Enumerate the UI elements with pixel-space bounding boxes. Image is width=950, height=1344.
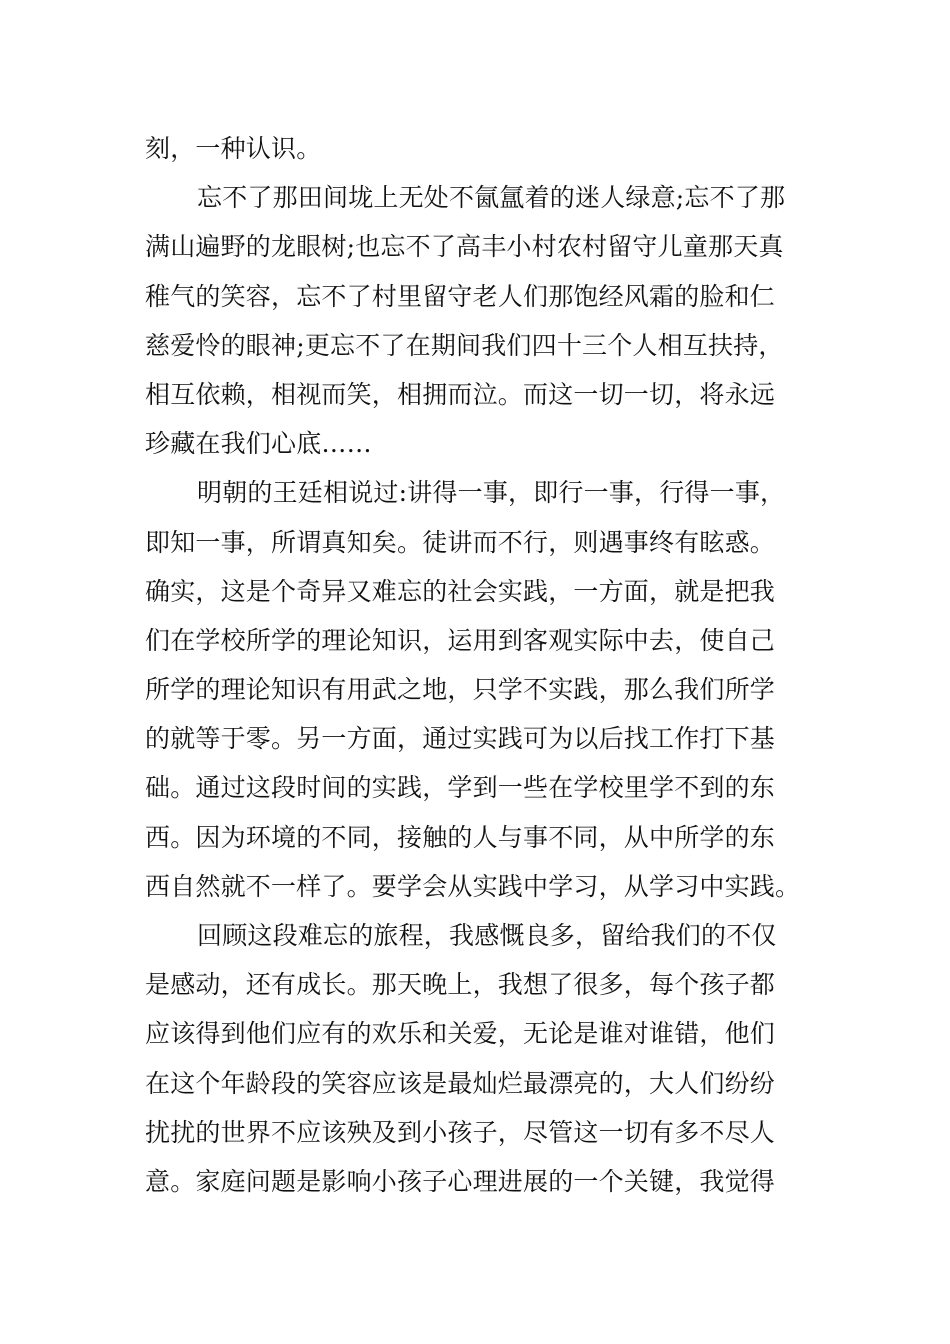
text-line: 础。通过这段时间的实践，学到一些在学校里学不到的东 — [145, 773, 776, 803]
text-line: 稚气的笑容，忘不了村里留守老人们那饱经风霜的脸和仁 — [145, 281, 776, 311]
text-line: 即知一事，所谓真知矣。徒讲而不行，则遇事终有眩惑。 — [145, 527, 776, 557]
text-line: 意。家庭问题是影响小孩子心理进展的一个关键，我觉得 — [145, 1166, 776, 1196]
text-line: 西。因为环境的不同，接触的人与事不同，从中所学的东 — [145, 822, 776, 852]
text-line: 扰扰的世界不应该殃及到小孩子，尽管这一切有多不尽人 — [145, 1117, 776, 1147]
paragraph-first-line: 忘不了那田间垅上无处不氤氲着的迷人绿意;忘不了那 — [197, 183, 786, 213]
text-line: 在这个年龄段的笑容应该是最灿烂最漂亮的，大人们纷纷 — [145, 1068, 776, 1098]
text-line: 们在学校所学的理论知识，运用到客观实际中去，使自己 — [145, 625, 776, 655]
text-line: 珍藏在我们心底…… — [145, 429, 372, 459]
text-line: 所学的理论知识有用武之地，只学不实践，那么我们所学 — [145, 675, 776, 705]
paragraph-first-line: 明朝的王廷相说过:讲得一事，即行一事，行得一事， — [197, 478, 786, 508]
paragraph-first-line: 回顾这段难忘的旅程，我感慨良多，留给我们的不仅 — [197, 921, 777, 950]
text-line: 相互依赖，相视而笑，相拥而泣。而这一切一切，将永远 — [145, 379, 776, 409]
text-line: 是感动，还有成长。那天晚上，我想了很多，每个孩子都 — [145, 970, 776, 1000]
text-line: 确实，这是个奇异又难忘的社会实践，一方面，就是把我 — [145, 576, 776, 606]
text-line: 满山遍野的龙眼树;也忘不了高丰小村农村留守儿童那天真 — [145, 232, 784, 262]
text-line: 慈爱怜的眼神;更忘不了在期间我们四十三个人相互扶持， — [145, 330, 784, 360]
text-line: 应该得到他们应有的欢乐和关爱，无论是谁对谁错，他们 — [145, 1019, 776, 1049]
body-text — [145, 124, 810, 1206]
text-line: 的就等于零。另一方面，通过实践可为以后找工作打下基 — [145, 724, 776, 754]
text-line: 西自然就不一样了。要学会从实践中学习，从学习中实践。 — [145, 871, 801, 901]
text-line: 刻，一种认识。 — [145, 134, 322, 163]
